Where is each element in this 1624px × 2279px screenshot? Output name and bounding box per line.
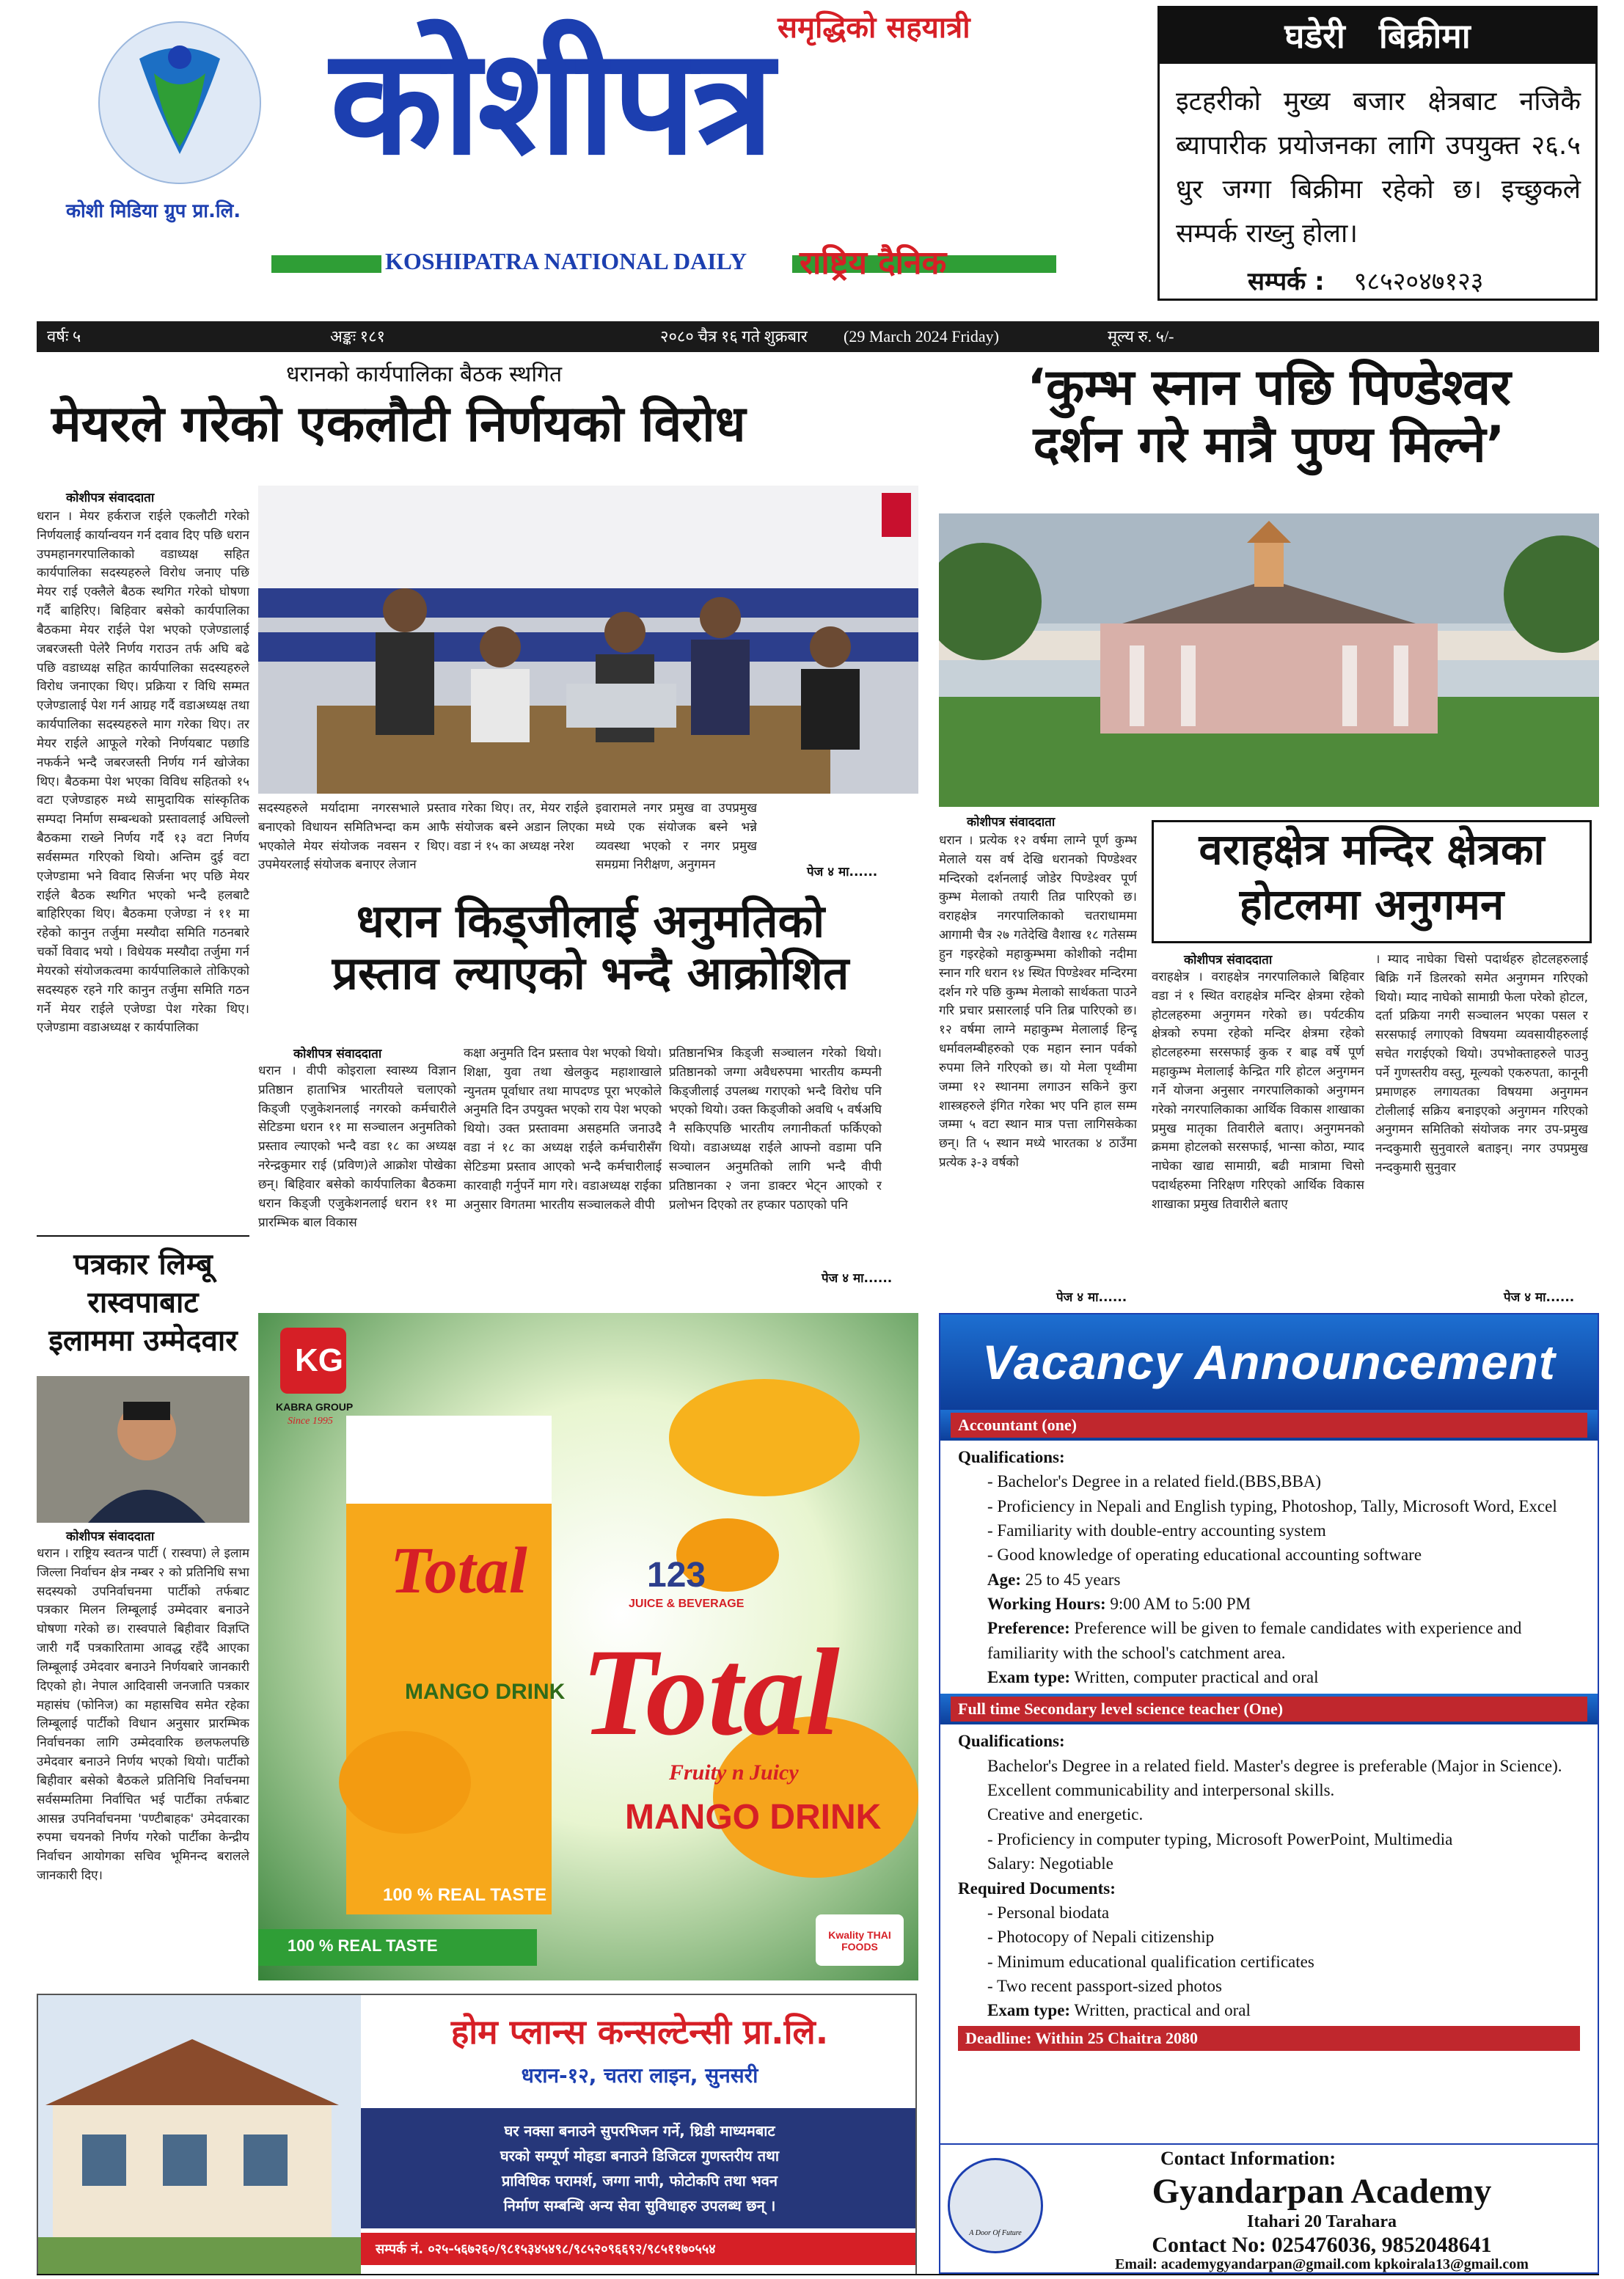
story2-headline: ‘कुम्भ स्नान पछि पिण्डेश्वर दर्शन गरे मात्रै पुण्य मिल्ने’: [1027, 359, 1511, 475]
story4-byline: कोशीपत्र संवाददाता: [1184, 953, 1273, 967]
ad-group: KABRA GROUP: [276, 1401, 354, 1413]
story3-col1: धरान । वीपी कोइराला स्वास्थ्य विज्ञान प्रतिष्ठान हाताभित्र भारतीयले चलाएको किड्जी एजुकेशनलाई नगरको कर्मचारीले सेटिङमा धरान ११ मा सञ्चालन अनुमतिको प्रस्ताव ल्याएको भन्दै वडा १८ का अध्यक्ष नरेन्द्रकुमार राई (प्रविण)ले आक्रोश पोखेका छन्। बिहिवार बसेको कार्यपालिका बैठकमा धरान किड्जी एजुकेशनलाई धरान ११ मा प्रारम्भिक बाल विकास: [258, 1064, 456, 1230]
ad-real-taste-pack: 100 % REAL TASTE: [383, 1885, 547, 1905]
issue-info-bar: [37, 321, 1599, 352]
story2-photo: [939, 513, 1599, 807]
ad-product-small: Total: [390, 1534, 527, 1607]
masthead-logo: [59, 15, 301, 227]
story3-col3: प्रतिष्ठानभित्र किड्जी सञ्चालन गरेको थियो। प्रतिष्ठानको जग्गा अवैधरुपमा भारतीय कम्पनी किड्जीलाई उपलब्ध गराएको भन्दै विरोध पनि भएको थियो। उक्त किड्जीको अवधि ५ वर्षअघि नै सकिएपछि भारतीय लगानीकर्ता फर्किएको थियो। वडाअध्यक्ष राईले आफ्नो वडामा पनि सञ्चालन अनुमतिको लागि भन्दै वीपी प्रतिष्ठानका २ जना डाक्टर भेट्न आएको र प्रलोभन दिएको तर हप्कार पठाएको पनि: [669, 1046, 882, 1212]
ad-distributor: Kwality THAI FOODS: [828, 1929, 891, 1953]
vacancy-contact-no: Contact No: 025476036, 9852048641: [1152, 2233, 1492, 2257]
info-date-np: २०८० चैत्र १६ गते शुक्रबार: [660, 327, 808, 345]
story1-byline: कोशीपत्र संवाददाता: [66, 491, 155, 505]
ad-drink-small: MANGO DRINK: [405, 1680, 566, 1704]
ad-juice-sub: JUICE & BEVERAGE: [629, 1598, 745, 1610]
story3-headline: धरान किड्जीलाई अनुमतिको प्रस्ताव ल्याएको भन्दै आक्रोशित: [332, 894, 849, 1001]
home-ad-address: धरान-१२, चतरा लाइन, सुनसरी: [521, 2063, 758, 2088]
story2-continued: पेज ४ मा......: [1056, 1290, 1127, 1305]
ad-juice-tag: 123: [647, 1556, 706, 1595]
masthead-tagline: समृद्धिको सहयात्री: [778, 11, 970, 45]
group-name: कोशी मिडिया ग्रुप प्रा.लि.: [66, 200, 241, 222]
home-ad-services: घर नक्सा बनाउने सुपरभिजन गर्ने, थ्रिडी माध्यमबाट घरको सम्पूर्ण मोहडा बनाउने डिजिटल गुणस्तरीय तथा प्राविधिक परामर्श, जग्गा नापी, फोटोकपि तथा भवन निर्माण सम्बन्धि अन्य सेवा सुविधाहरु उपलब्ध छन् ।: [361, 2108, 917, 2228]
vacancy-pos1: Accountant (one): [951, 1413, 1587, 1438]
classified-contact: सम्पर्क : ९८५२०४७१२३: [1248, 267, 1484, 296]
vacancy-pos1-details: Qualifications: - Bachelor's Degree in a related field.(BBS,BBA) - Proficiency in Nepali and English typing, Photoshop, Tally, Microsoft Word, Excel - Familiarity with double-entry accounting system - Good knowledge of operating educational accounting software Age: 25 to 45 years Working Hours: 9:00 AM to 5:00 PM Preference: Preference will be given to female candidates with experience and familiarity with the school's catchment area. Exam type: Written, computer practical and oral: [958, 1448, 1557, 1687]
page-bottom-rule: [37, 2274, 1599, 2275]
info-date-en: (29 March 2024 Friday): [844, 327, 1000, 345]
vacancy-pos2: Full time Secondary level science teacher (One): [951, 1697, 1587, 1722]
vacancy-contact-label: Contact Information:: [1160, 2148, 1336, 2169]
vacancy-deadline: Deadline: Within 25 Chaitra 2080: [958, 2026, 1580, 2051]
story1-kicker: धरानको कार्यपालिका बैठक स्थगित: [286, 362, 563, 387]
story1-headline: मेयरले गरेको एकलौटी निर्णयको विरोध: [51, 395, 746, 453]
info-year: वर्षः ५: [47, 327, 81, 345]
ad-product: Total: [581, 1623, 840, 1761]
classified-body: इटहरीको मुख्य बजार क्षेत्रबाट नजिकै ब्यापारीक प्रयोजनका लागि उपयुक्त २६.५ धुर जग्गा बिक्रीमा रहेको छ। इच्छुकले सम्पर्क राख्नु होला।: [1176, 87, 1581, 249]
story2-body: धरान । प्रत्येक १२ वर्षमा लाग्ने पूर्ण कुम्भ मेलाले यस वर्ष देखि धरानको पिण्डेश्वर मन्दिरको दर्शनलाई जोडेर पिण्डेश्वर पूर्ण कुम्भ मेलाको तयारी तिव्र पारिएको छ। वराहक्षेत्र नगरपालिकाको चतराधाममा आगामी चैत्र २७ गतेदेखि वैशाख १८ गतेसम्म हुन गइरहेको महाकुम्भमा कोशीको नदीमा स्नान गरि धरान १४ स्थित पिण्डेश्वर मन्दिरमा दर्शन गरे पछि कुम्भ मेलाको सार्थकता पाउने गरि प्रचार प्रसारलाई पनि तिब्र पारिएको छ। १२ वर्षमा लाग्ने महाकुम्भ मेलालाई हिन्दू धर्मावलम्बीहरुको एक महान स्नान पर्वको रुपमा लिने गरिएको छ। यो मेला पृथ्वीमा जम्मा १२ स्थानमा लगाउन सकिने कुरा शास्त्रहरुले इंगित गरेका भए पनि हाल सम्म जम्मा ५ वटा स्थान मात्र पत्ता लागिसकेका छन्। ति ५ स्थान मध्ये भारतका ४ ठाउँमा प्रत्येक ३-३ वर्षको: [939, 833, 1137, 1171]
vacancy-announcement: [939, 1313, 1599, 2274]
story2-byline: कोशीपत्र संवाददाता: [967, 815, 1056, 830]
vacancy-addr: Itahari 20 Tarahara: [1246, 2212, 1397, 2231]
story1-col2: सदस्यहरुले मर्यादामा नगरसभाले बनाएको विधायन समितिभन्दा कम भएकोले मेयर संयोजक नवसन र उपमेयरलाई संयोजक बनाएर लेजान: [258, 801, 420, 873]
classified-ad: [1157, 6, 1598, 301]
story5-photo: [37, 1376, 249, 1523]
info-price: मूल्य रु. ५/-: [1108, 327, 1174, 345]
mango-drink-ad: [258, 1313, 918, 1980]
ad-drink: MANGO DRINK: [625, 1798, 882, 1837]
story4-headline: वराहक्षेत्र मन्दिर क्षेत्रका होटलमा अनुगमन: [1199, 824, 1545, 930]
masthead-english-name: KOSHIPATRA NATIONAL DAILY: [385, 248, 747, 274]
story1-photo: [258, 486, 918, 794]
home-ad-title: होम प्लान्स कन्सल्टेन्सी प्रा.लि.: [376, 2008, 904, 2054]
info-issue: अङ्कः १८१: [330, 327, 385, 345]
story4-col1: वराहक्षेत्र । वराहक्षेत्र नगरपालिकाले बिहिवार वडा नं १ स्थित वराहक्षेत्र मन्दिर क्षेत्रमा रहेको होटलहरुमा अनुगमन गरेको छ। पर्यटकीय क्षेत्रको रुपमा रहेको मन्दिर क्षेत्रमा रहेको होटलहरुमा सरसफाई कुक र बाह्र वर्षे पूर्ण महाकुम्भ मेलालाई केन्द्रित गरि होटल अनुगमन गर्ने योजना अनुसार नगरपालिकाको अनुगमन गरेको नगरपालिकाका आर्थिक विकास शाखाका प्रमुख मातृका तिवारीले बताए। अनुगमनको क्रममा होटलको सरसफाई, भान्सा कोठा, म्याद नाघेका खाद्य सामाग्री, बढी मात्रामा चिसो पदार्थहरुमा निरिक्षण गरिएको आर्थिक विकास शाखाका प्रमुख तिवारीले बताए: [1152, 970, 1364, 1212]
story1-continued: पेज ४ मा......: [807, 865, 878, 879]
story1-col3: प्रस्ताव गरेका थिए। तर, मेयर राईले आफै संयोजक बस्ने अडान लिएका थिए। वडा नं १५ का अध्यक्ष नरेश: [427, 801, 588, 854]
academy-logo: A Door Of Future: [948, 2158, 1043, 2253]
story5-byline: कोशीपत्र संवाददाता: [66, 1529, 155, 1544]
vacancy-pos2-details: Qualifications: Bachelor's Degree in a related field. Master's degree is preferable (Major in Science). Excellent communicability and interpersonal skills. Creative and energetic. - Proficiency in computer typing, Microsoft PowerPoint, Multimedia Salary: Negotiable Required Documents: - Personal biodata - Photocopy of Nepali citizenship - Minimum educational qualification certificates - Two recent passport-sized photos Exam type: Written, practical and oral Deadline: Within 25 Chaitra 2080: [940, 1724, 1598, 2057]
story1-col1: धरान । मेयर हर्कराज राईले एकलौटी गरेको निर्णयलाई कार्यान्वयन गर्न दवाव दिए पछि धरान उपमहानगरपालिकाको वडाध्यक्ष सहित कार्यपालिका सदस्यहरुले विरोध जनाए पछि मेयर राई एक्लैले बैठक स्थगित गरेको घोषणा गर्दै बाहिरिए। बिहिवार बसेको कार्यपालिका बैठकमा मेयर राईले पेश भएको एजेण्डालाई जबरजस्ती पेलेरै निर्णय गराउन तर्फ अघि बढे पछि वडाध्यक्ष सहित कार्यपालिका सदस्यहरुले विरोध जनाएका थिए। प्रक्रिया र विधि सम्मत एजेण्डालाई पेश गर्न आग्रह गर्दै वडाअध्यक्ष तथा कार्यपालिका सदस्यहरुले माग गरेका थिए। तर मेयर राईले आफूले गरेको निर्णयबाट पछाडि नफर्कने भन्दै जबरजस्ती निर्णय गर्न खोजेका थिए। बैठकमा पेश भएका विविध सहितको १५ वटा एजेण्डाहरु मध्ये सामुदायिक सांस्कृतिक सम्पदा निर्माण सम्बन्धको प्रस्तावलाई अघिल्लो बैठकमा राख्ने निर्णय गर्दै १३ वटा निर्णय सर्वसम्मत गरिएको थियो। अन्तिम दुई वटा एजेण्डामा भने विवाद सिर्जना भए पछि मेयर राईले बैठक स्थगित भएको भन्दै हलबाटै बाहिरिएका थिए। बैठकमा एजेण्डा नं ११ मा रहेको कानुन तर्जुमा मस्यौदा समिति गठनबारे चर्को विवाद भयो । विधेयक मस्यौदा तर्जुमा गर्न मेयरको संयोजकत्वमा कार्यपालिकाले तोकिएको सदस्यहरु रहने गरि कानुन तर्जुमा समिति गठन गर्ने मेयर राईले एजेण्डा पेश गरेका थिए। एजेण्डामा वडाअध्यक्ष र कार्यपालिका: [37, 509, 249, 1036]
vacancy-title: Vacancy Announcement: [940, 1314, 1598, 1410]
story3-byline: कोशीपत्र संवाददाता: [293, 1047, 382, 1061]
story1-col4: इवारामले नगर प्रमुख वा उपप्रमुख मध्ये एक संयोजक बस्ने भन्ने व्यवस्था भएको र नगर प्रमुख समग्रमा निरीक्षण, अनुगमन: [596, 801, 757, 873]
story4-continued: पेज ४ मा......: [1504, 1290, 1575, 1305]
classified-heading: घडेरी बिक्रीमा: [1160, 8, 1595, 64]
story5-body: धरान । राष्ट्रिय स्वतन्त्र पार्टी ( रास्वपा) ले इलाम जिल्ला निर्वाचन क्षेत्र नम्बर २ को प्रतिनिधि सभा सदस्यको उपनिर्वाचनमा पार्टीको तर्फबाट पत्रकार मिलन लिम्बूलाई उम्मेदवार बनाउने घोषणा गरेको छ। रास्वपाले बिहीवार विज्ञप्ति जारी गर्दै पत्रकारितामा आवद्ध रहँदै आएका लिम्बूलाई उमेदवार बनाउने निर्णयबारे जानकारी दिएको हो। नेपाल आदिवासी जनजाति पत्रकार महासंघ (फोनिज) का महासचिव समेत रहेका लिम्बूलाई पार्टीको विधान अनुसार प्रारम्भिक निर्वाचनका लागि उम्मेदवारिक छलफलपछि उमेदवार बनाउने निर्णय भएको थियो। पार्टीको बिहीवार बसेको बैठकले प्रतिनिधि निर्वाचनमा सर्वसम्मतिमा निर्वाचित भई पार्टीका तर्फबाट आसन्न उपनिर्वाचनमा 'पण्टीबाहक' उमेदवारका रुपमा चयनको निर्णय गरेको पार्टीका केन्द्रीय निर्वाचन आयोगका सचिव भूमिनन्द बरालले जानकारी दिए।: [37, 1546, 249, 1884]
story3-col2: कक्षा अनुमति दिन प्रस्ताव पेश भएको थियो। शिक्षा, युवा तथा खेलकुद महाशाखाले न्युनतम पूर्वाधार तथा मापदण्ड पूरा भएकोले अनुमति दिन उपयुक्त भएको राय पेश भएको थियो। उक्त प्रस्तावमा असहमति जनाउदै वडा नं १८ का अध्यक्ष राईले कर्मचारीसँग सेटिङमा प्रस्ताव आएको भन्दै कर्मचारीलाई कारवाही गर्नुपर्ने माग गरे। वडाअध्यक्ष राईका अनुसार विगतमा भारतीय सञ्चालकले वीपी: [464, 1046, 662, 1212]
ad-product-sub: Fruity n Juicy: [669, 1760, 799, 1785]
masthead-title: कोशीपत्र: [330, 17, 772, 188]
story5-headline: पत्रकार लिम्बू रास्वपाबाट इलाममा उम्मेदवार: [48, 1248, 238, 1358]
home-plans-ad: [37, 1994, 917, 2275]
ad-since: Since 1995: [288, 1416, 333, 1427]
ad-brand-logo: KG: [295, 1342, 343, 1378]
vacancy-org: Gyandarpan Academy: [1152, 2172, 1492, 2211]
vacancy-email: Email: academygyandarpan@gmail.com kpkoirala13@gmail.com: [1115, 2256, 1529, 2272]
vacancy-contact: [940, 2143, 1598, 2272]
story5-top-rule: [37, 1235, 249, 1237]
masthead-nepali-sub: राष्ट्रिय दैनिक: [800, 244, 947, 282]
ad-real-taste: 100 % REAL TASTE: [288, 1936, 438, 1955]
home-ad-contact: सम्पर्क नं. ०२५-५६७२६०/९८१५३४५४९८/९८५२०९६६९२/९८५११७०५५४: [361, 2233, 917, 2265]
story4-col2: । म्याद नाघेका चिसो पदार्थहरु होटलहरुलाई बिक्रि गर्ने डिलरको समेत अनुगमन गरिएको थियो। म्याद नाघेको सामाग्री फेला परेको होटल, दर्ता प्रक्रिया नगरी सञ्चालन भएका पसल र सरसफाई लगाएको विषयमा व्यवसायीहरुलाई सचेत गराईएको थियो। उपभोक्ताहरुले पाउनु पर्ने गुणस्तरीय वस्तु, मूल्यको एकरुपता, कानूनी प्रमाणहरु लगायतका विषयमा अनुगमन टोलीलाई सक्रिय बनाइएको अनुगमन गरिएको अनुगमन समितिको संयोजक नगर उप-प्रमुख नन्दकुमारी सुनुवारले बताइन्। नगर उपप्रमुख नन्दकुमारी सुनुवार: [1375, 952, 1588, 1176]
story3-continued: पेज ४ मा......: [822, 1271, 893, 1286]
story4-headline-box: [1152, 820, 1592, 943]
